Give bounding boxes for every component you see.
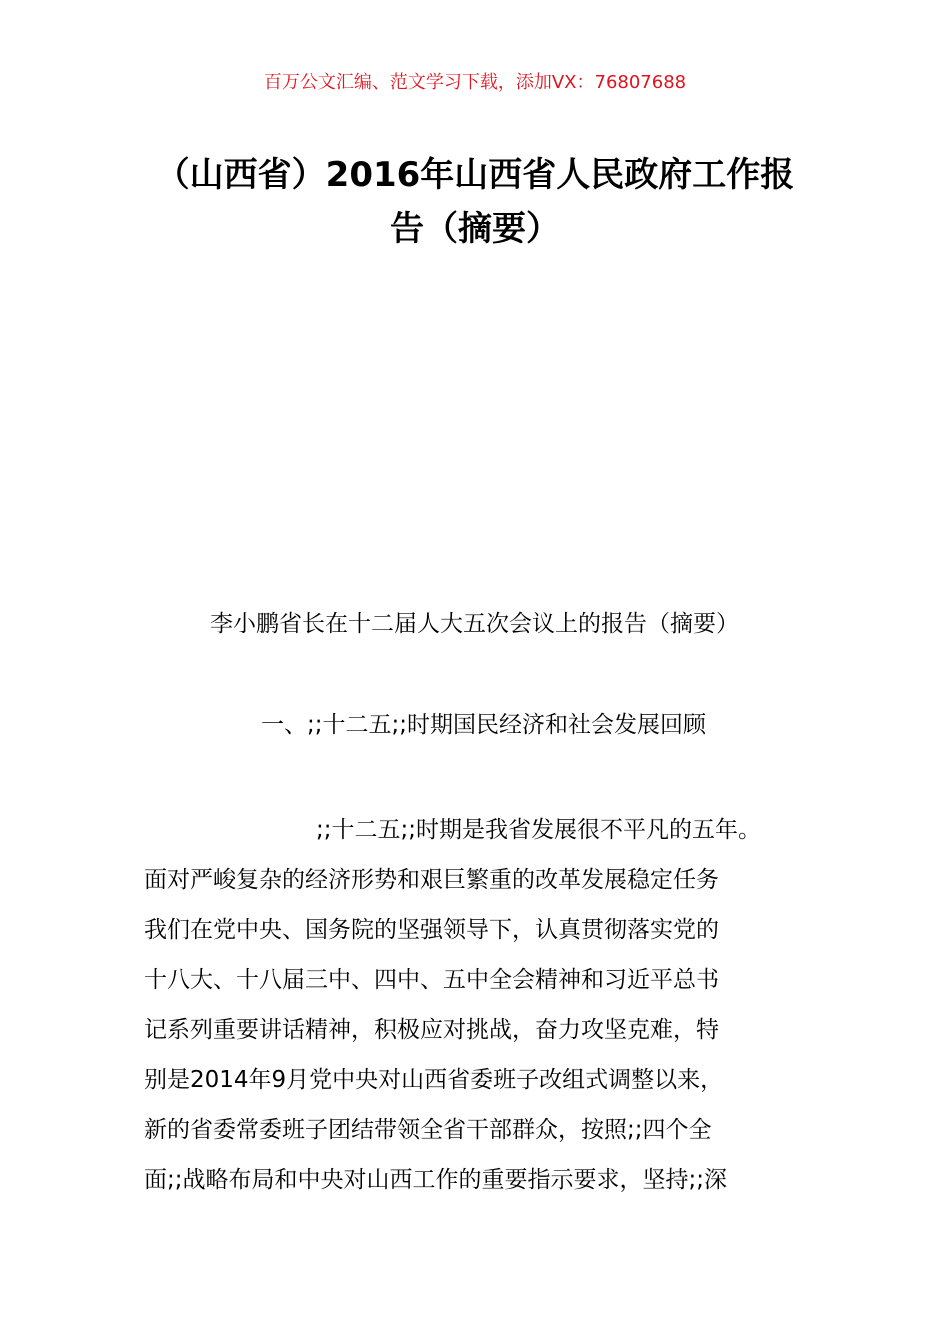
- paragraph-line: 我们在党中央、国务院的坚强领导下，认真贯彻落实党的: [144, 917, 719, 943]
- paragraph-line: 别是2014年9月党中央对山西省委班子改组式调整以来，: [144, 1067, 724, 1093]
- paragraph-line: 面;;战略布局和中央对山西工作的重要指示要求，坚持;;深: [144, 1167, 727, 1193]
- paragraph-line: ;;十二五;;时期是我省发展很不平凡的五年。: [316, 817, 761, 843]
- body-paragraph: [144, 805, 834, 1205]
- document-title: [120, 148, 830, 256]
- report-subtitle: 李小鹏省长在十二届人大五次会议上的报告（摘要）: [210, 611, 739, 637]
- paragraph-line: 记系列重要讲话精神，积极应对挑战，奋力攻坚克难，特: [144, 1017, 719, 1043]
- title-line: （山西省）2016年山西省人民政府工作报: [155, 155, 795, 195]
- section-heading: 一、;;十二五;;时期国民经济和社会发展回顾: [261, 712, 706, 738]
- paragraph-line: 十八大、十八届三中、四中、五中全会精神和习近平总书: [144, 967, 719, 993]
- paragraph-line: 新的省委常委班子团结带领全省干部群众，按照;;四个全: [144, 1117, 712, 1143]
- header-watermark-note: 百万公文汇编、范文学习下载，添加VX：76807688: [263, 72, 687, 93]
- title-line: 告（摘要）: [390, 209, 560, 249]
- paragraph-line: 面对严峻复杂的经济形势和艰巨繁重的改革发展稳定任务: [144, 867, 719, 893]
